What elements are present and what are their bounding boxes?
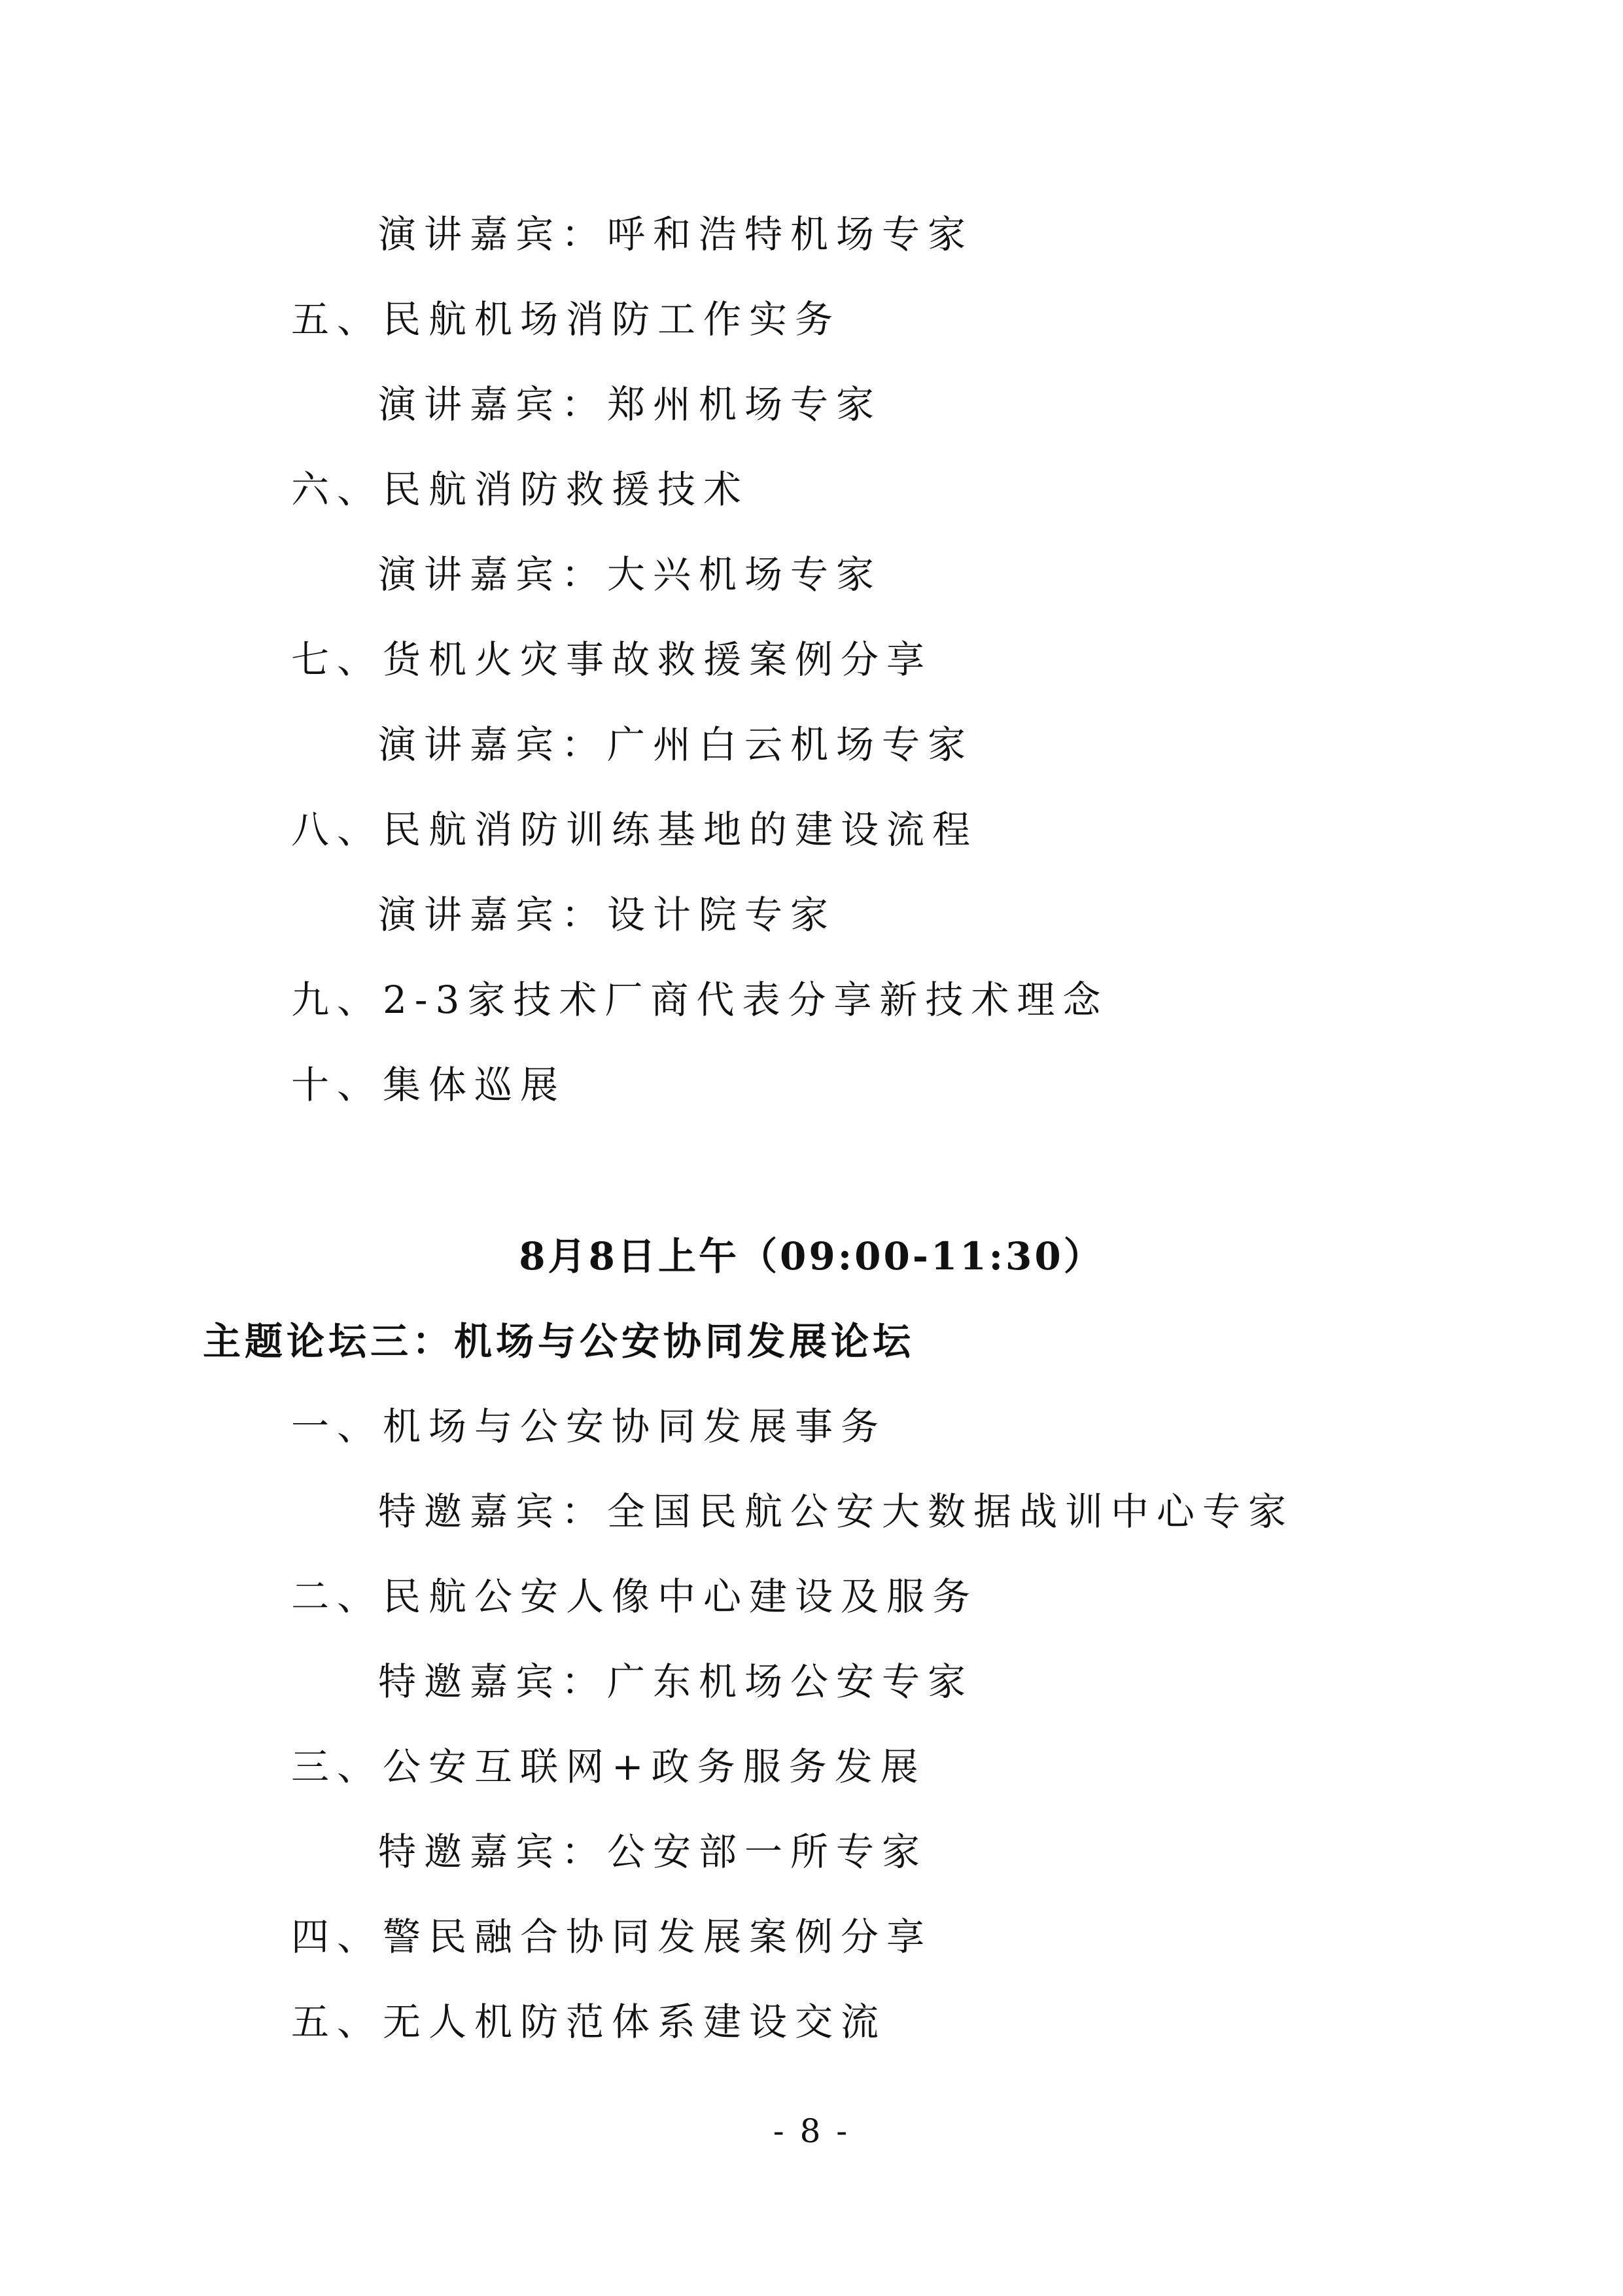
speaker-line: 演讲嘉宾：郑州机场专家 (378, 382, 882, 427)
agenda-item: 七、货机火灾事故救援案例分享 (291, 637, 933, 682)
agenda-item: 五、无人机防范体系建设交流 (291, 2000, 887, 2044)
speaker-line: 演讲嘉宾：设计院专家 (378, 892, 837, 937)
agenda-item: 八、民航消防训练基地的建设流程 (291, 807, 979, 852)
agenda-item: 四、警民融合协同发展案例分享 (291, 1915, 933, 1959)
speaker-line: 演讲嘉宾：大兴机场专家 (378, 552, 882, 597)
agenda-item: 三、公安互联网+政务服务发展 (291, 1744, 926, 1789)
agenda-item: 六、民航消防救援技术 (291, 467, 750, 512)
agenda-item: 五、民航机场消防工作实务 (291, 297, 841, 342)
agenda-item: 九、2-3家技术厂商代表分享新技术理念 (291, 978, 1109, 1022)
speaker-line: 演讲嘉宾：广州白云机场专家 (378, 722, 974, 767)
forum-title: 主题论坛三：机场与公安协同发展论坛 (203, 1319, 915, 1364)
speaker-line: 演讲嘉宾：呼和浩特机场专家 (378, 212, 974, 256)
agenda-item: 二、民航公安人像中心建设及服务 (291, 1574, 979, 1619)
speaker-line: 特邀嘉宾：公安部一所专家 (378, 1829, 928, 1874)
page-number: - 8 - (773, 2112, 850, 2150)
agenda-item: 十、集体巡展 (291, 1063, 567, 1107)
session-heading: 8月8日上午（09:00-11:30） (519, 1234, 1104, 1279)
speaker-line: 特邀嘉宾：广东机场公安专家 (378, 1659, 974, 1704)
agenda-item: 一、机场与公安协同发展事务 (291, 1404, 887, 1449)
speaker-line: 特邀嘉宾：全国民航公安大数据战训中心专家 (378, 1489, 1295, 1534)
